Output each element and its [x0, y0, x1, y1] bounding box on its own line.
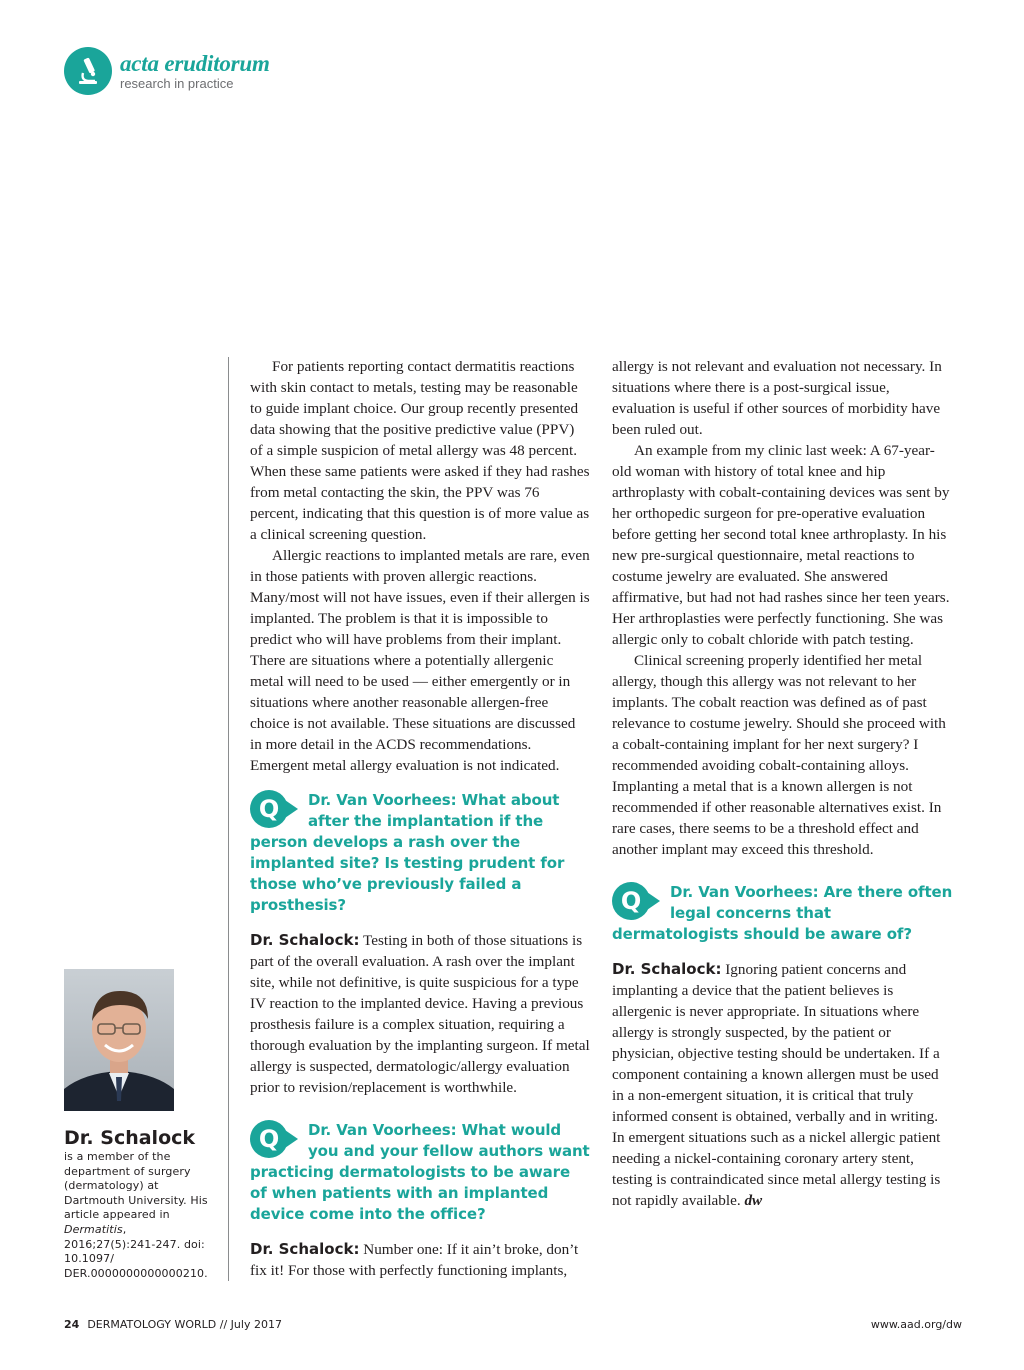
- speaker-label: Dr. Schalock:: [250, 1240, 360, 1258]
- question-text: Dr. Van Voorhees: What would you and your fellow authors want practicing dermatologists to be aware of when patients with an implanted device come into the office?: [250, 1121, 590, 1223]
- author-name: Dr. Schalock: [64, 1127, 196, 1149]
- paragraph: For patients reporting contact dermatitis reactions with skin contact to metals, testing may be reasonable to guide implant choice. Our group recently presented data showing that the positive predictive value (PPV) of a simple suspicion of metal allergy was 48 percent. When these same patients were asked if they had rashes from metal contacting the skin, the PPV was 76 percent, indicating that this question is of more value as a clinical screening question.: [250, 358, 590, 543]
- paragraph: Clinical screening properly identified her metal allergy, though this allergy was not relevant to her implants. The cobalt reaction was defined as of past relevance to costume jewelry. Should she proceed with a cobalt-containing implant for her next surgery? I recommended avoiding cobalt-containing alloys. Implanting a metal that is a known allergen is not recommended if other reasonable alternatives exist. In rare cases, there seems to be a threshold effect and another implant may exceed this threshold.: [612, 652, 946, 858]
- column-divider: [228, 357, 229, 1281]
- question-text: Dr. Van Voorhees: Are there often legal concerns that dermatologists should be aware of?: [612, 883, 953, 943]
- publication-line: DERMATOLOGY WORLD // July 2017: [87, 1318, 282, 1331]
- question-block: [612, 882, 954, 945]
- author-bio: [64, 1127, 214, 1281]
- speaker-label: Dr. Schalock:: [612, 960, 722, 978]
- question-badge-icon: Q: [612, 882, 660, 920]
- question-block: [250, 790, 590, 916]
- microscope-icon: [64, 47, 112, 95]
- paragraph: Allergic reactions to implanted metals are rare, even in those patients with proven allergic reactions. Many/most will not have issues, even if their allergen is implanted. The problem is that it is impossible to predict who will have problems from their implant. There are situations where a potentially allergenic metal will need to be used — either emergently or in situations where another reasonable allergen-free choice is not available. These situations are discussed in more detail in the ACDS recommendations. Emergent metal allergy evaluation is not indicated.: [250, 547, 590, 774]
- logo-subtitle: research in practice: [120, 75, 234, 91]
- answer-text: Number one: If it ain’t broke, don’t fix it! For those with perfectly functioning implants,: [250, 1241, 579, 1279]
- answer-paragraph: [250, 1239, 590, 1281]
- paragraph: allergy is not relevant and evaluation not necessary. In situations where there is a post-surgical issue, evaluation is useful if other sources of morbidity have been ruled out.: [612, 358, 942, 438]
- page-footer: [64, 1318, 282, 1331]
- answer-text: Ignoring patient concerns and implanting a device that the patient believes is allergenic is never appropriate. In situations where allergy is strongly suspected, by the patient or physician, objective testing should be undertaken. If a component containing a known allergen must be used in a non-emergent situation, it is critical that truly informed consent is obtained, verbally and in writing. In emergent situations such as a nickel allergic patient needing a nickel-containing coronary artery stent, testing is contraindicated since metal allergy testing is not rapidly available.: [612, 961, 941, 1209]
- logo-title: acta eruditorum: [120, 50, 270, 76]
- paragraph: An example from my clinic last week: A 67-year-old woman with history of total knee and hip arthroplasty with cobalt-containing devices was sent by her orthopedic surgeon for pre-operative evaluation before getting her second total knee arthroplasty. In his new pre-surgical questionnaire, metal reactions to costume jewelry are evaluated. She answered affirmative, but had not had rashes since her teen years. Her arthroplasties were perfectly functioning. She was allergic only to cobalt chloride with patch testing.: [612, 442, 950, 648]
- question-heading: [250, 1120, 590, 1225]
- masthead-logo: [64, 47, 270, 95]
- answer-text: Testing in both of those situations is part of the overall evaluation. A rash over the implant site, while not definitive, is quite suspicious for a type IV reaction to the implanted device. Having a previous prosthesis failure is a complex situation, requiring a thorough evaluation by the implanting surgeon. If metal allergy is suspected, dermatologic/allergy evaluation prior to revision/replacement is worthwhile.: [250, 932, 590, 1096]
- question-badge-icon: Q: [250, 790, 298, 828]
- question-badge-icon: Q: [250, 1120, 298, 1158]
- page-number: 24: [64, 1318, 80, 1331]
- question-heading: [612, 882, 954, 945]
- article-column-left: [250, 356, 590, 1281]
- signoff-mark: dw: [744, 1192, 763, 1209]
- speaker-label: Dr. Schalock:: [250, 931, 360, 949]
- answer-paragraph: [250, 930, 590, 1098]
- question-heading: [250, 790, 590, 916]
- author-bio-text: is a member of the department of surgery (dermatology) at Dartmouth University. His article appeared in Dermatitis, 2016;27(5):241-247. doi: 10.1097/ DER.0000000000000210.: [64, 1150, 208, 1280]
- article-column-right: [612, 356, 954, 1211]
- answer-paragraph: [612, 959, 954, 1211]
- question-text: Dr. Van Voorhees: What about after the implantation if the person develops a rash over the implanted site? Is testing prudent for those who’ve previously failed a prosthesis?: [250, 791, 565, 914]
- question-block: [250, 1120, 590, 1225]
- footer-url[interactable]: www.aad.org/dw: [870, 1318, 962, 1331]
- journal-name: Dermatitis: [64, 1222, 123, 1236]
- author-photo: [64, 969, 174, 1111]
